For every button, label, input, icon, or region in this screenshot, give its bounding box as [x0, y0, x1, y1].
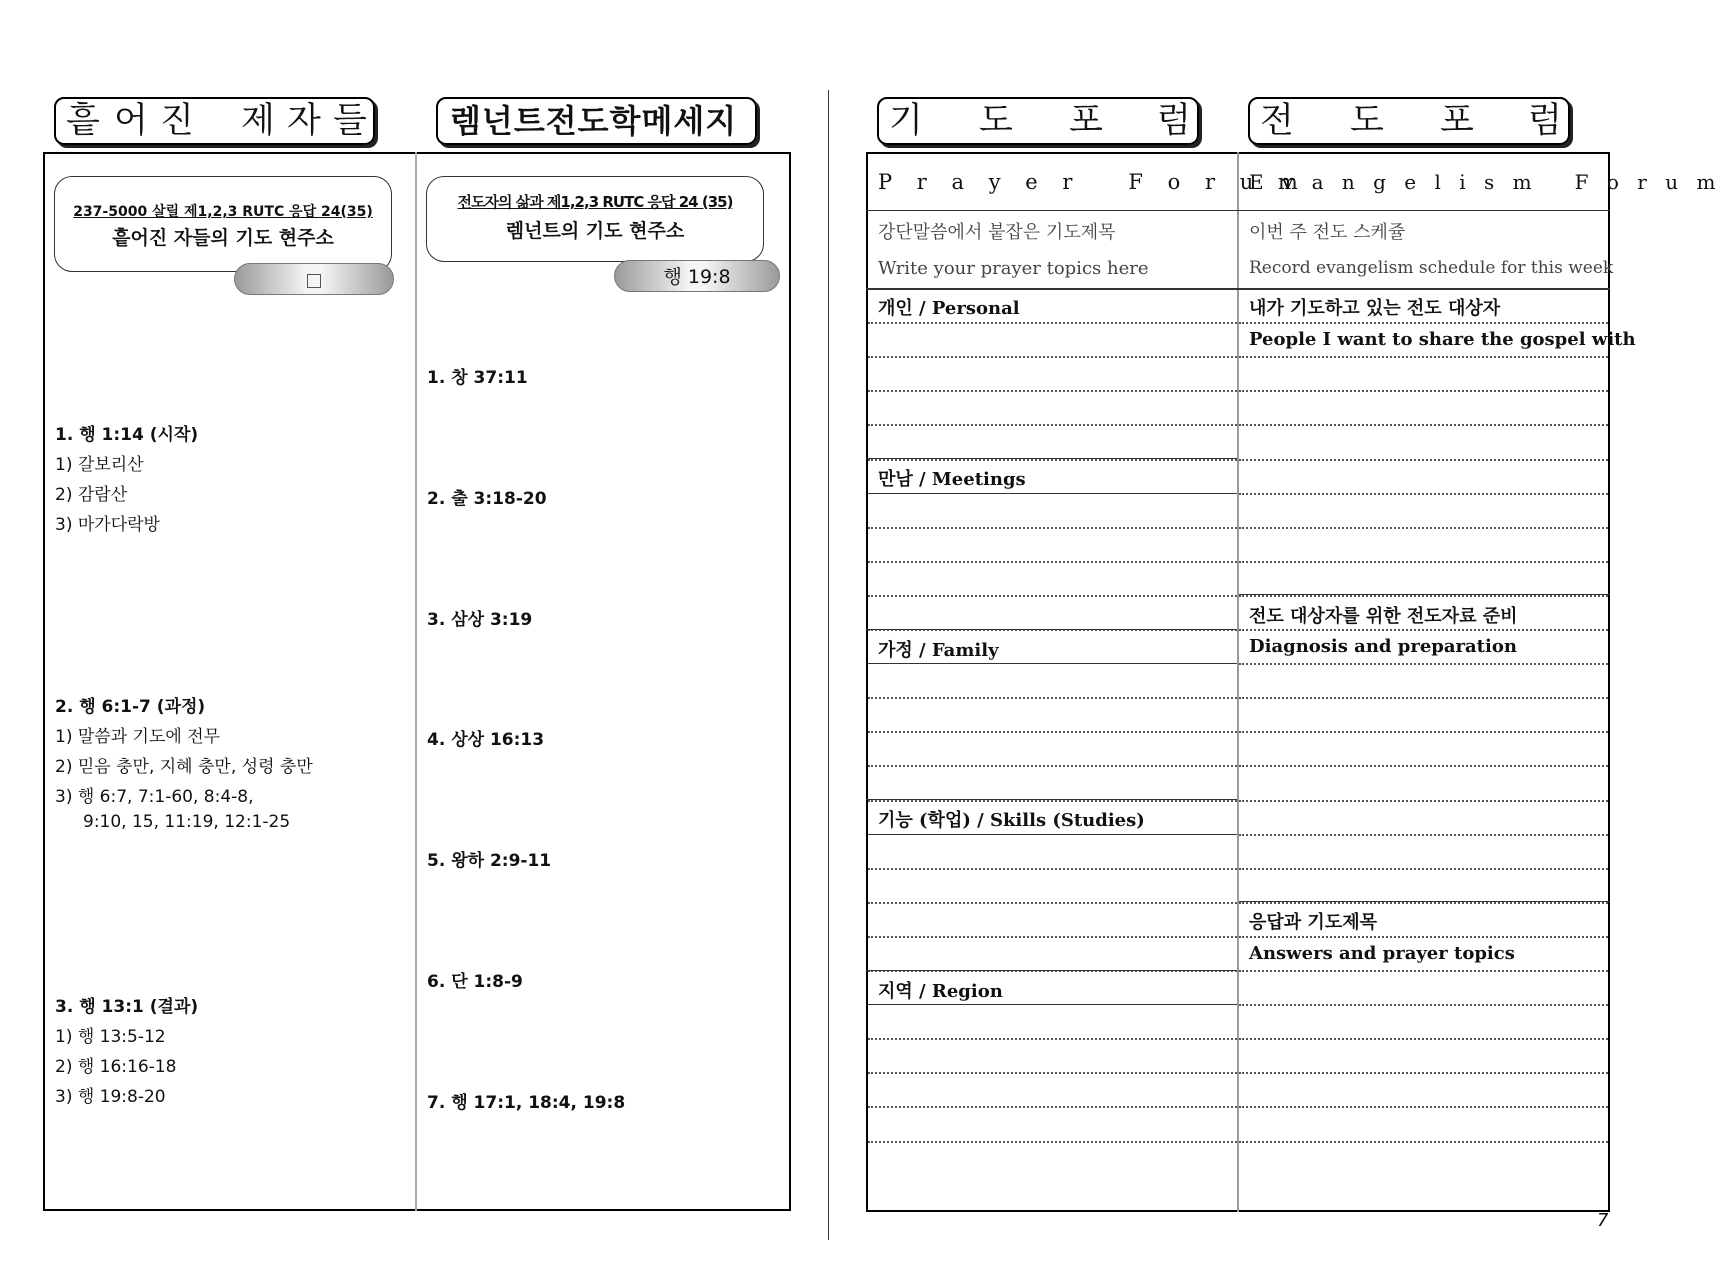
section-divider	[866, 458, 1237, 459]
writing-line	[868, 902, 1237, 904]
column1-capsule	[54, 176, 392, 272]
writing-line	[1239, 390, 1608, 392]
header-remnant-message	[436, 97, 757, 145]
writing-line	[1239, 936, 1608, 938]
list-item: 2) 믿음 충만, 지혜 충만, 성령 충만	[55, 757, 313, 777]
title-row-line	[866, 210, 1610, 211]
column2-capsule	[426, 176, 764, 262]
verse-item: 2. 출 3:18-20	[427, 489, 547, 509]
capsule-subtitle: 237-5000 살릴 제1,2,3 RUTC 응답 24(35)	[73, 204, 373, 220]
writing-line	[1239, 1106, 1608, 1108]
writing-line	[868, 322, 1237, 324]
list-item: 9:10, 15, 11:19, 12:1-25	[83, 812, 291, 832]
writing-line	[868, 1072, 1237, 1074]
prayer-desc-ko: 강단말씀에서 붙잡은 기도제목	[878, 222, 1116, 243]
writing-line	[1239, 663, 1608, 665]
verse-item: 7. 행 17:1, 18:4, 19:8	[427, 1093, 626, 1113]
evangelism-desc-en: Record evangelism schedule for this week	[1249, 258, 1614, 278]
writing-line	[868, 561, 1237, 563]
header-evangelism-forum	[1248, 97, 1570, 145]
desc-row-line	[866, 288, 1610, 290]
header-char: 제	[241, 101, 275, 141]
square-icon	[307, 274, 321, 288]
writing-line	[868, 1106, 1237, 1108]
writing-line	[868, 936, 1237, 938]
evangelism-forum-title: E v a n g e l i s m F o r u m	[1249, 170, 1721, 194]
writing-line	[868, 868, 1237, 870]
header-char: 럼	[1157, 101, 1191, 141]
header-char: 흩	[66, 101, 100, 141]
writing-line	[868, 1141, 1237, 1143]
verse-item: 4. 상상 16:13	[427, 730, 545, 750]
writing-line	[1239, 970, 1608, 972]
header-char: 포	[1440, 101, 1474, 141]
prayer-desc-en: Write your prayer topics here	[878, 258, 1149, 279]
verse-item: 6. 단 1:8-9	[427, 972, 523, 992]
section-title: 2. 행 6:1-7 (과정)	[55, 697, 206, 717]
evangelism-desc-ko: 이번 주 전도 스케쥴	[1249, 222, 1406, 243]
writing-line	[1239, 697, 1608, 699]
forum-column-separator	[1237, 152, 1239, 1212]
list-item: 3) 행 19:8-20	[55, 1087, 166, 1107]
page-number: 7	[1597, 1210, 1609, 1231]
writing-line	[1239, 424, 1608, 426]
writing-line	[868, 356, 1237, 358]
list-item: 2) 감람산	[55, 485, 128, 505]
writing-line	[1239, 800, 1608, 802]
column1-pill	[234, 263, 394, 295]
page-divider	[828, 90, 829, 1240]
section-divider	[1239, 594, 1610, 595]
writing-line	[1239, 322, 1608, 324]
prayer-section-label: 기능 (학업) / Skills (Studies)	[878, 810, 1145, 831]
writing-line	[1239, 629, 1608, 631]
header-scattered-disciples	[54, 97, 375, 145]
writing-line	[1239, 834, 1608, 836]
list-item: 3) 행 6:7, 7:1-60, 8:4-8,	[55, 787, 254, 807]
writing-line	[868, 663, 1237, 664]
evangelism-section-en: Answers and prayer topics	[1249, 943, 1515, 964]
verse-item: 5. 왕하 2:9-11	[427, 851, 552, 871]
prayer-section-label: 가정 / Family	[878, 640, 999, 661]
writing-line	[868, 1038, 1237, 1040]
header-char: 도	[1350, 101, 1384, 141]
writing-line	[868, 424, 1237, 426]
section-title: 1. 행 1:14 (시작)	[55, 425, 199, 445]
capsule-subtitle: 전도자의 삶과 제1,2,3 RUTC 응답 24 (35)	[457, 193, 733, 211]
writing-line	[1239, 459, 1608, 461]
writing-line	[868, 527, 1237, 529]
evangelism-section-ko: 응답과 기도제목	[1249, 912, 1377, 933]
writing-line	[1239, 1072, 1608, 1074]
writing-line	[1239, 493, 1608, 495]
prayer-section-label: 만남 / Meetings	[878, 469, 1026, 490]
writing-line	[1239, 765, 1608, 767]
header-char: 럼	[1528, 101, 1562, 141]
writing-line	[1239, 356, 1608, 358]
capsule-title: 렘넌트의 기도 현주소	[505, 220, 685, 242]
section-title: 3. 행 13:1 (결과)	[55, 997, 199, 1017]
list-item: 1) 행 13:5-12	[55, 1027, 166, 1047]
section-divider	[1239, 901, 1610, 902]
writing-line	[868, 493, 1237, 494]
prayer-section-label: 지역 / Region	[878, 981, 1003, 1002]
list-item: 1) 말씀과 기도에 전무	[55, 727, 221, 747]
list-item: 3) 마가다락방	[55, 515, 160, 535]
evangelism-section-en: People I want to share the gospel with	[1249, 329, 1636, 350]
writing-line	[868, 731, 1237, 733]
header-char: 전	[1260, 101, 1294, 141]
list-item: 1) 갈보리산	[55, 455, 144, 475]
writing-line	[1239, 1141, 1608, 1143]
section-divider	[866, 629, 1237, 630]
prayer-forum-title: P r a y e r F o r u m	[878, 170, 1307, 194]
writing-line	[868, 390, 1237, 392]
evangelism-section-ko: 내가 기도하고 있는 전도 대상자	[1249, 298, 1501, 319]
verse-item: 1. 창 37:11	[427, 368, 528, 388]
writing-line	[1239, 868, 1608, 870]
writing-line	[868, 765, 1237, 767]
header-char: 기	[889, 101, 923, 141]
writing-line	[868, 595, 1237, 597]
writing-line	[1239, 1038, 1608, 1040]
header-char: 포	[1069, 101, 1103, 141]
section-divider	[866, 970, 1237, 971]
header-char: 자	[287, 101, 321, 141]
writing-line	[1239, 561, 1608, 563]
section-divider	[866, 799, 1237, 800]
column-separator	[415, 152, 417, 1211]
header-char: 진	[160, 101, 194, 141]
writing-line	[868, 697, 1237, 699]
header-text: 렘넌트전도학메세지	[450, 102, 738, 140]
writing-line	[1239, 1004, 1608, 1006]
column2-pill: 행 19:8	[614, 260, 780, 292]
writing-line	[1239, 731, 1608, 733]
header-char: 어	[114, 101, 148, 141]
writing-line	[1239, 527, 1608, 529]
header-char: 들	[333, 101, 367, 141]
writing-line	[868, 834, 1237, 835]
list-item: 2) 행 16:16-18	[55, 1057, 177, 1077]
prayer-section-label: 개인 / Personal	[878, 298, 1020, 319]
evangelism-section-ko: 전도 대상자를 위한 전도자료 준비	[1249, 606, 1518, 627]
evangelism-section-en: Diagnosis and preparation	[1249, 636, 1517, 657]
verse-item: 3. 삼상 3:19	[427, 610, 533, 630]
header-prayer-forum	[877, 97, 1199, 145]
capsule-title: 흩어진 자들의 기도 현주소	[112, 227, 334, 249]
header-char: 도	[979, 101, 1013, 141]
writing-line	[868, 1004, 1237, 1005]
